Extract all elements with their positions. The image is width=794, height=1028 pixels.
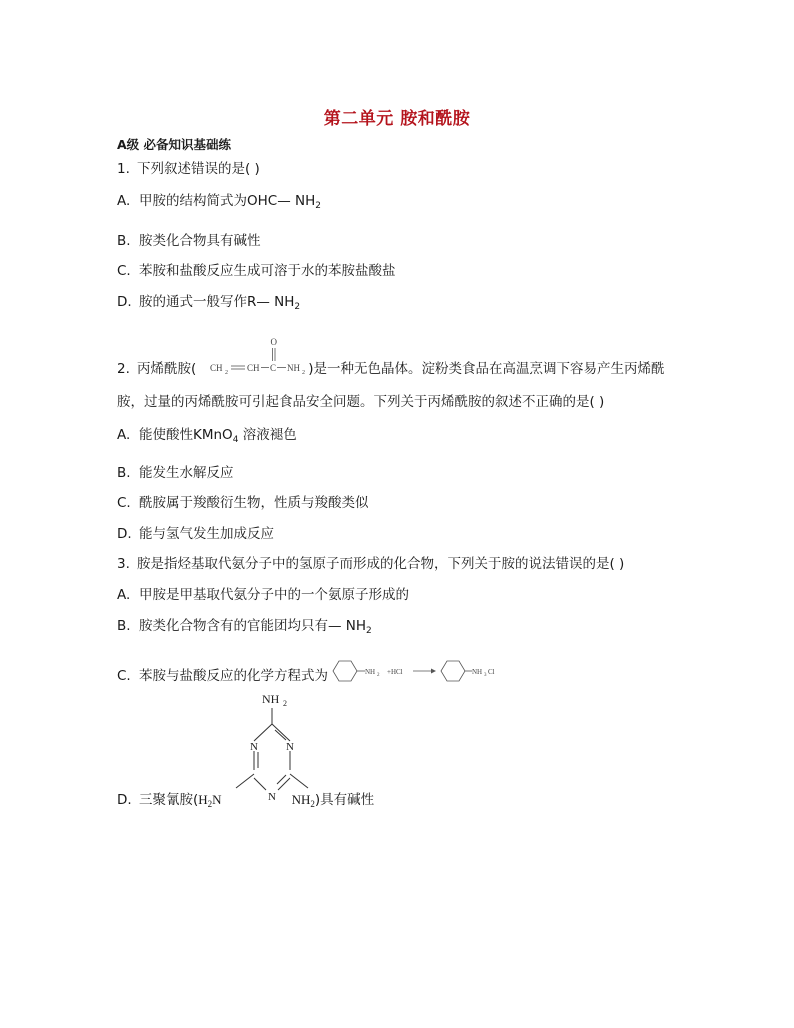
option-text: 能使酸性KMnO: [139, 427, 233, 443]
option-letter: B.: [117, 233, 131, 249]
q3-option-a: [117, 586, 409, 604]
option-letter: D.: [117, 294, 132, 310]
option-letter: D.: [117, 526, 132, 542]
ring-n-right: N: [286, 741, 294, 753]
q3-option-d: [117, 791, 374, 813]
option-text-tail: )具有碱性: [314, 792, 375, 808]
ch2-label: CH: [210, 363, 223, 373]
question-stem: 下列叙述错误的是( ): [137, 161, 260, 177]
q2-option-c: [117, 494, 369, 512]
option-text: 胺类化合物含有的官能团均只有— NH: [139, 618, 367, 634]
question-stem-part-b: )是一种无色晶体。淀粉类食品在高温烹调下容易产生丙烯酰: [308, 361, 665, 377]
question-2: [117, 360, 665, 378]
q2-option-b: [117, 464, 234, 482]
ch-label: CH: [247, 363, 260, 373]
option-letter: D.: [117, 792, 132, 808]
question-1: [117, 160, 260, 178]
aniline-nh2-sub: 2: [377, 673, 380, 678]
nh2-sub: 2: [302, 370, 305, 376]
question-number: 3.: [117, 556, 130, 572]
c-label: C: [270, 363, 277, 373]
option-text: 苯胺和盐酸反应生成可溶于水的苯胺盐酸盐: [139, 263, 396, 279]
ring-n-bottom: N: [268, 791, 276, 803]
option-text: 三聚氰胺(: [139, 792, 199, 808]
q1-option-d: [117, 293, 300, 316]
q2-option-d: [117, 525, 274, 543]
option-text: 胺的通式一般写作R— NH: [139, 294, 295, 310]
option-text: 胺类化合物具有碱性: [139, 233, 261, 249]
option-letter: A.: [117, 193, 131, 209]
subscript: 2: [294, 302, 301, 312]
q1-option-c: [117, 262, 396, 280]
option-letter: C.: [117, 495, 131, 511]
nh-sub: 2: [310, 799, 315, 809]
nh-label: NH: [291, 792, 311, 807]
q2-option-a: [117, 426, 297, 449]
option-letter: C.: [117, 668, 131, 684]
melamine-top-nh2: NH: [262, 692, 280, 706]
nh2-label: NH: [287, 363, 300, 373]
o-label: O: [270, 337, 277, 347]
question-number: 1.: [117, 161, 130, 177]
option-letter: B.: [117, 465, 131, 481]
ring-n-left: N: [250, 741, 258, 753]
subscript: 2: [315, 201, 321, 211]
acrylamide-structure: [206, 336, 318, 378]
anilinium-nh3-label: NH: [472, 668, 483, 676]
n-label: N: [212, 792, 222, 807]
page-title: 第二单元 胺和酰胺: [323, 109, 471, 129]
h-sub: 2: [207, 799, 213, 809]
q3-option-b: [117, 617, 372, 640]
option-text: 能发生水解反应: [139, 465, 234, 481]
subscript: 2: [366, 626, 372, 636]
q3-option-c: [117, 667, 328, 685]
subscript: 4: [232, 435, 239, 445]
anilinium-nh3-sub: 3: [484, 673, 487, 678]
option-letter: B.: [117, 618, 131, 634]
hcl-label: +HCl: [387, 668, 403, 676]
option-letter: A.: [117, 427, 131, 443]
aniline-reaction-equation: [327, 657, 527, 685]
aniline-nh2-label: NH: [365, 668, 376, 676]
option-letter: A.: [117, 587, 131, 603]
q1-option-b: [117, 232, 261, 250]
question-stem: 胺是指烃基取代氨分子中的氢原子而形成的化合物，下列关于胺的说法错误的是( ): [137, 556, 625, 572]
melamine-top-sub: 2: [283, 699, 287, 708]
q1-option-a: [117, 192, 321, 215]
question-number: 2.: [117, 361, 130, 377]
section-heading: A级 必备知识基础练: [117, 137, 232, 152]
ch2-sub: 2: [225, 370, 228, 376]
melamine-right-nh2: [292, 792, 315, 807]
question-stem-part-a: 丙烯酰胺(: [137, 361, 197, 377]
melamine-left-h2n: [198, 792, 221, 807]
option-text: 酰胺属于羧酸衍生物，性质与羧酸类似: [139, 495, 369, 511]
option-letter: C.: [117, 263, 131, 279]
option-text: 苯胺与盐酸反应的化学方程式为: [139, 668, 328, 684]
option-text: 甲胺的结构简式为OHC— NH: [139, 193, 316, 209]
question-2-continuation: 胺，过量的丙烯酰胺可引起食品安全问题。下列关于丙烯酰胺的叙述不正确的是( ): [117, 394, 605, 410]
question-3: [117, 555, 624, 573]
option-text: 甲胺是甲基取代氨分子中的一个氨原子形成的: [139, 587, 409, 603]
option-text-tail: 溶液褪色: [238, 427, 297, 443]
option-text: 能与氢气发生加成反应: [139, 526, 274, 542]
anilinium-cl-label: Cl: [488, 668, 495, 676]
h-label: H: [198, 792, 208, 807]
